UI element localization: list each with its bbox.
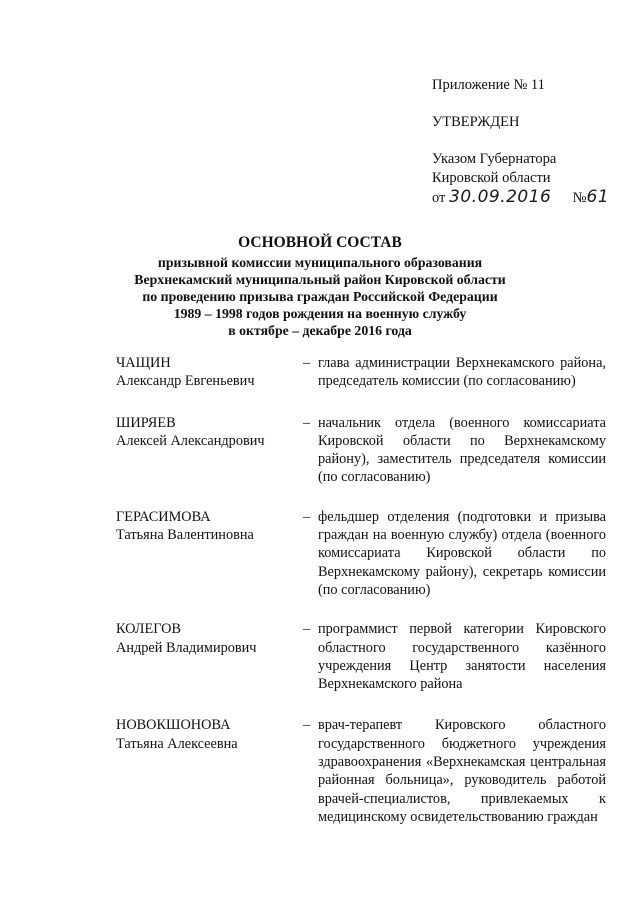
member-name — [116, 414, 301, 451]
title-line-2: Верхнекамский муниципальный район Кировской области — [134, 272, 506, 287]
member-surname: КОЛЕГОВ — [116, 621, 181, 638]
member-entry — [116, 508, 606, 599]
member-name — [116, 716, 301, 753]
member-entry — [116, 354, 606, 391]
member-given-names: Андрей Владимирович — [116, 639, 257, 656]
title-line-3: по проведению призыва граждан Российской Федерации — [142, 289, 498, 304]
title-line-5: в октябре – декабре 2016 года — [228, 323, 412, 338]
member-dash: – — [303, 621, 311, 638]
member-given-names: Татьяна Валентиновна — [116, 527, 254, 544]
approved-label: УТВЕРЖДЕН — [432, 114, 520, 130]
member-role: начальник отдела (военного комиссариата Кировской области по Верхнекамскому району), заместитель председателя комиссии (по согласованию) — [318, 414, 606, 486]
member-entry — [116, 414, 606, 487]
members-list — [116, 354, 606, 846]
date-prefix: от — [432, 190, 446, 206]
member-role: программист первой категории Кировского областного государственного казённого учреждения Центр занятости населения Верхнекамского района — [318, 621, 606, 693]
title-line-1: призывной комиссии муниципального образования — [157, 255, 483, 270]
member-entry — [116, 620, 606, 693]
member-surname: ШИРЯЕВ — [116, 414, 176, 431]
member-surname: НОВОКШОНОВА — [116, 717, 231, 734]
approval-block — [432, 76, 609, 208]
title-line-4: 1989 – 1998 годов рождения на военную службу — [173, 306, 467, 321]
member-name — [116, 508, 301, 545]
member-given-names: Татьяна Алексеевна — [116, 735, 238, 752]
decree-date-line — [432, 188, 609, 208]
appendix-label: Приложение № 11 — [432, 77, 545, 93]
member-name — [116, 620, 301, 657]
handwritten-number: 61 — [586, 187, 610, 207]
handwritten-date: 30.09.2016 — [449, 187, 552, 207]
member-role: фельдшер отделения (подготовки и призыва граждан на военную службу) отдела (военного комиссариата Кировской области по Верхнекамскому району), секретарь комиссии (по согласованию) — [318, 508, 606, 598]
member-given-names: Алексей Александрович — [116, 432, 265, 449]
title-main: ОСНОВНОЙ СОСТАВ — [238, 234, 402, 251]
member-dash: – — [303, 508, 311, 525]
member-role: врач-терапевт Кировского областного государственного бюджетного учреждения здравоохранения «Верхнекамская центральная районная больница», руководитель работой врачей-специалистов, привлекаемых к медицинскому освидетельствованию граждан — [318, 717, 606, 825]
document-title — [100, 232, 540, 339]
decree-line-1: Указом Губернатора — [432, 151, 557, 167]
member-surname: ГЕРАСИМОВА — [116, 508, 211, 525]
member-given-names: Александр Евгеньевич — [116, 373, 255, 390]
member-role: глава администрации Верхнекамского района, председатель комиссии (по согласованию) — [318, 355, 606, 390]
member-dash: – — [303, 414, 311, 431]
decree-line-2: Кировской области — [432, 170, 551, 186]
member-entry — [116, 716, 606, 826]
member-name — [116, 354, 301, 391]
member-dash: – — [303, 717, 311, 734]
member-surname: ЧАЩИН — [116, 355, 171, 371]
number-prefix: № — [572, 190, 587, 206]
member-dash: – — [303, 355, 311, 371]
